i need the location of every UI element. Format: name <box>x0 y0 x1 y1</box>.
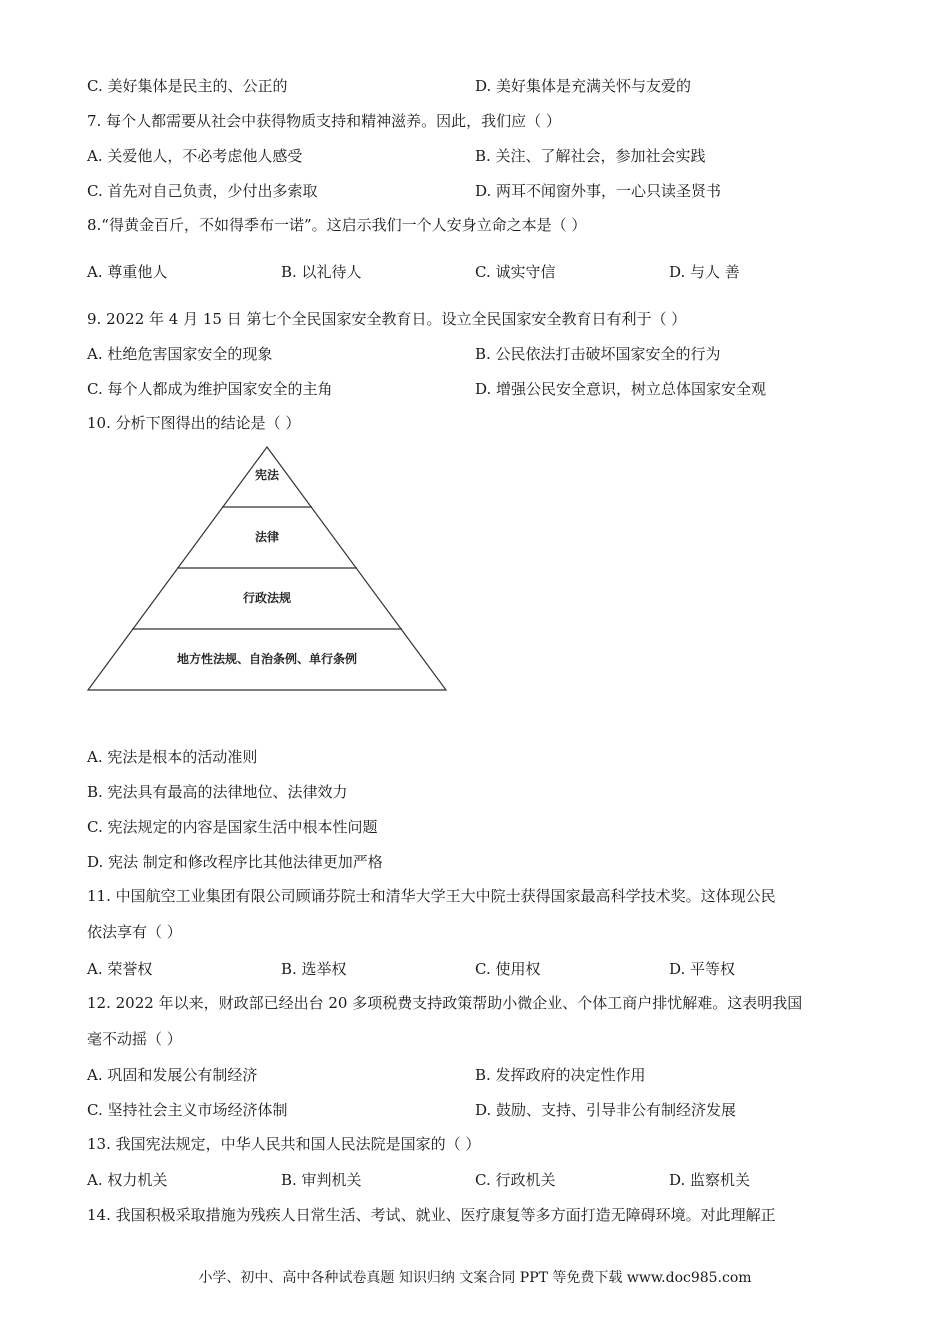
q7-option-b: B. 关注、了解社会，参加社会实践 <box>475 147 706 165</box>
q8-stem: 8.“得黄金百斤，不如得季布一诺”。这启示我们一个人安身立命之本是（ ） <box>87 216 587 234</box>
q12-option-b: B. 发挥政府的决定性作用 <box>475 1066 646 1084</box>
q7-option-a: A. 关爱他人，不必考虑他人感受 <box>87 147 303 165</box>
q11-option-b: B. 选举权 <box>281 960 347 978</box>
q8-option-a: A. 尊重他人 <box>87 263 168 281</box>
q8-option-b: B. 以礼待人 <box>281 263 362 281</box>
q10-option-a: A. 宪法是根本的活动准则 <box>87 748 258 766</box>
q10-option-c: C. 宪法规定的内容是国家生活中根本性问题 <box>87 818 378 836</box>
q11-stem-line1: 11. 中国航空工业集团有限公司顾诵芬院士和清华大学王大中院士获得国家最高科学技术奖。这体现公民 <box>87 887 776 905</box>
q9-option-c: C. 每个人都成为维护国家安全的主角 <box>87 380 333 398</box>
q9-option-d: D. 增强公民安全意识，树立总体国家安全观 <box>475 380 767 398</box>
q9-option-b: B. 公民依法打击破坏国家安全的行为 <box>475 345 721 363</box>
q8-option-c: C. 诚实守信 <box>475 263 556 281</box>
pyramid-level-law: 法律 <box>254 530 280 544</box>
q12-stem-line1: 12. 2022 年以来，财政部已经出台 20 多项税费支持政策帮助小微企业、个体工商户排忧解难。这表明我国 <box>87 994 803 1012</box>
pyramid-level-local-regulations: 地方性法规、自治条例、单行条例 <box>176 652 358 666</box>
q11-option-d: D. 平等权 <box>669 960 736 978</box>
q6-option-d: D. 美好集体是充满关怀与友爱的 <box>475 77 692 95</box>
q11-option-c: C. 使用权 <box>475 960 541 978</box>
q8-option-d: D. 与人 善 <box>669 263 740 281</box>
q9-stem: 9. 2022 年 4 月 15 日 第七个全民国家安全教育日。设立全民国家安全教育日有利于（ ） <box>87 310 687 328</box>
page-footer: 小学、初中、高中各种试卷真题 知识归纳 文案合同 PPT 等免费下载 www.doc985.com <box>198 1270 752 1286</box>
q13-option-d: D. 监察机关 <box>669 1171 751 1189</box>
q6-option-c: C. 美好集体是民主的、公正的 <box>87 77 288 95</box>
q10-stem: 10. 分析下图得出的结论是（ ） <box>87 414 301 432</box>
q12-option-c: C. 坚持社会主义市场经济体制 <box>87 1101 288 1119</box>
q7-option-c: C. 首先对自己负责，少付出多索取 <box>87 182 318 200</box>
q13-stem: 13. 我国宪法规定，中华人民共和国人民法院是国家的（ ） <box>87 1135 481 1153</box>
pyramid-level-admin-regulations: 行政法规 <box>242 591 292 605</box>
q9-option-a: A. 杜绝危害国家安全的现象 <box>87 345 273 363</box>
q13-option-c: C. 行政机关 <box>475 1171 556 1189</box>
law-hierarchy-pyramid <box>86 446 448 692</box>
q13-option-a: A. 权力机关 <box>87 1171 168 1189</box>
q7-stem: 7. 每个人都需要从社会中获得物质支持和精神滋养。因此，我们应（ ） <box>87 112 561 130</box>
q11-option-a: A. 荣誉权 <box>87 960 153 978</box>
pyramid-level-constitution: 宪法 <box>254 468 280 482</box>
q10-option-d: D. 宪法 制定和修改程序比其他法律更加严格 <box>87 853 383 871</box>
q10-option-b: B. 宪法具有最高的法律地位、法律效力 <box>87 783 348 801</box>
q12-option-d: D. 鼓励、支持、引导非公有制经济发展 <box>475 1101 737 1119</box>
q7-option-d: D. 两耳不闻窗外事，一心只读圣贤书 <box>475 182 722 200</box>
q13-option-b: B. 审判机关 <box>281 1171 362 1189</box>
q14-stem: 14. 我国积极采取措施为残疾人日常生活、考试、就业、医疗康复等多方面打造无障碍环境。对此理解正 <box>87 1206 776 1224</box>
q12-option-a: A. 巩固和发展公有制经济 <box>87 1066 258 1084</box>
q11-stem-line2: 依法享有（ ） <box>87 923 182 941</box>
q12-stem-line2: 毫不动摇（ ） <box>87 1030 182 1048</box>
